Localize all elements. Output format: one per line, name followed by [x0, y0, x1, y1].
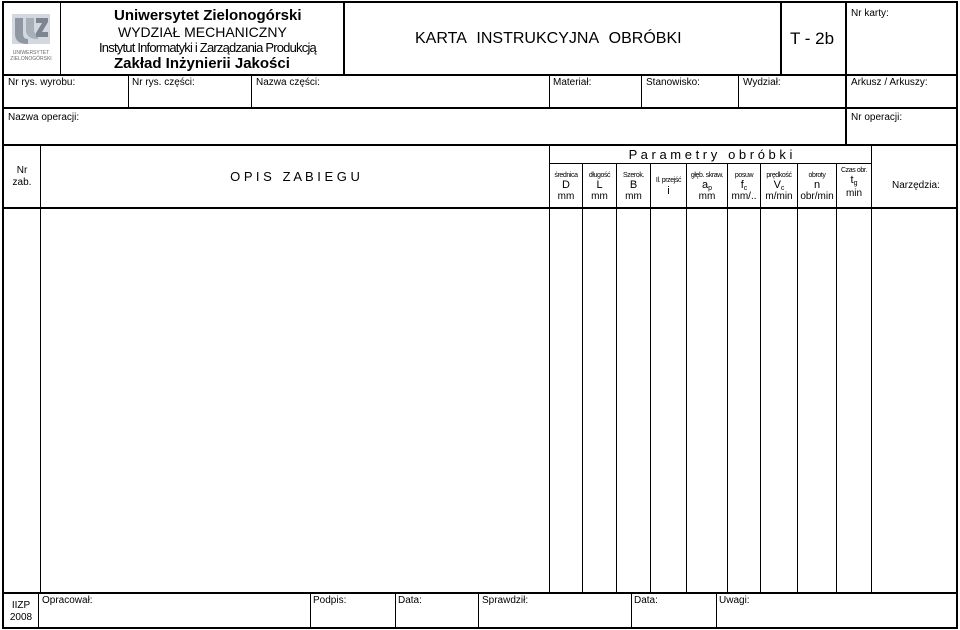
date-2-label: Data:: [634, 595, 658, 606]
param-width-symbol: B: [629, 179, 638, 191]
description-column[interactable]: [41, 209, 549, 592]
card-title: KARTA INSTRUKCYJNA OBRÓBKI: [415, 30, 682, 47]
param-feed-name: posuw: [734, 172, 754, 179]
card-code: T - 2b: [790, 29, 835, 48]
r2-div-3: [549, 74, 550, 108]
sheets-label: Arkusz / Arkuszy:: [851, 77, 928, 88]
logo-line-2: ZIELONOGÓRSKI: [10, 56, 52, 62]
param-passes-name: Il. przejść: [655, 177, 682, 184]
params-title: P a r a m e t r y o b r ó b k i: [628, 147, 793, 162]
footer-org: IIZP: [11, 600, 31, 611]
param-speed-name: prędkość: [766, 172, 792, 179]
param-depth-symbol: [687, 180, 727, 191]
hdr-div-code: [845, 1, 847, 75]
param-feed-symbol-main: f: [740, 179, 744, 191]
checked-by-label: Sprawdził:: [482, 595, 529, 606]
param-speed-symbol-sub: c: [780, 185, 785, 192]
drawing-no-product-label: Nr rys. wyrobu:: [8, 77, 76, 88]
param-passes-symbol: i: [667, 185, 670, 197]
tools-label: Narzędzia:: [892, 180, 940, 191]
param-rpm-symbol: n: [813, 179, 821, 191]
hdr-div-logo: [60, 1, 61, 75]
param-rpm-unit: obr/min: [800, 191, 834, 202]
param-diameter-unit: mm: [557, 191, 575, 202]
rule-1: [2, 74, 958, 76]
card-number-label: Nr karty:: [851, 8, 889, 19]
param-speed-symbol: [761, 180, 797, 191]
hdr-div-uni: [343, 1, 345, 75]
params-area[interactable]: [550, 209, 871, 592]
department-name: Zakład Inżynierii Jakości: [114, 55, 290, 72]
border-bottom: [2, 627, 958, 629]
param-width-name: Szerok.: [623, 172, 644, 179]
hdr-div-title: [780, 1, 782, 75]
param-depth-name: głęb. skraw.: [690, 172, 724, 179]
part-name-label: Nazwa części:: [256, 77, 320, 88]
param-rpm-name: obroty: [808, 172, 826, 179]
param-time-unit: min: [845, 188, 863, 199]
university-name: Uniwersytet Zielonogórski: [114, 7, 302, 24]
department-label: Wydział:: [743, 77, 781, 88]
param-diameter-symbol: D: [562, 179, 570, 191]
r2-div-4: [641, 74, 642, 108]
step-no-label-2: zab.: [12, 177, 32, 188]
rule-2: [2, 107, 958, 109]
r2-div-6: [845, 74, 847, 108]
ft-div-6: [716, 592, 717, 628]
university-emblem-icon: [6, 10, 56, 50]
ft-div-4: [478, 592, 479, 628]
border-right: [956, 1, 958, 629]
ft-div-1: [38, 592, 39, 628]
drawing-no-part-label: Nr rys. części:: [132, 77, 195, 88]
param-speed-symbol-main: V: [773, 179, 781, 191]
tools-column[interactable]: [872, 209, 956, 592]
param-depth-unit: mm: [698, 191, 716, 202]
param-feed-symbol: [728, 180, 760, 191]
param-speed-unit: m/min: [765, 191, 793, 202]
university-logo: [6, 10, 56, 62]
operation-name-label: Nazwa operacji:: [8, 112, 80, 123]
param-depth-symbol-main: a: [701, 179, 709, 191]
param-feed-symbol-sub: c: [743, 185, 748, 192]
r2-div-5: [738, 74, 739, 108]
param-width-unit: mm: [625, 191, 642, 202]
r3-div: [845, 107, 847, 145]
param-time-symbol-main: t: [850, 174, 854, 186]
date-1-label: Data:: [398, 595, 422, 606]
rule-params: [549, 163, 871, 164]
param-depth-symbol-sub: p: [708, 185, 713, 192]
material-label: Materiał:: [553, 77, 592, 88]
param-time-name: Czas obr.: [841, 167, 867, 174]
r2-div-2: [251, 74, 252, 108]
r2-div-1: [128, 74, 129, 108]
param-length-unit: mm: [591, 191, 608, 202]
remarks-label: Uwagi:: [719, 595, 750, 606]
step-no-column[interactable]: [4, 209, 40, 592]
step-no-label-1: Nr: [16, 165, 28, 176]
ft-div-2: [310, 592, 311, 628]
param-length-symbol: L: [596, 179, 603, 191]
prepared-by-label: Opracował:: [42, 595, 93, 606]
param-feed-unit: mm/..: [731, 191, 757, 202]
param-time-symbol-sub: g: [853, 180, 858, 187]
footer-year: 2008: [9, 612, 33, 623]
ft-div-3: [395, 592, 396, 628]
border-top: [2, 1, 958, 3]
workstation-label: Stanowisko:: [646, 77, 700, 88]
institute-name: Instytut Informatyki i Zarządzania Produkcją: [99, 40, 316, 55]
signature-label: Podpis:: [313, 595, 347, 606]
faculty-name: WYDZIAŁ MECHANICZNY: [118, 24, 287, 40]
operation-no-label: Nr operacji:: [851, 112, 903, 123]
logo-line-1: UNIWERSYTET: [12, 50, 50, 56]
rule-3: [2, 144, 958, 146]
param-time-symbol: [837, 175, 871, 186]
param-length-name: długość: [588, 172, 611, 179]
param-diameter-name: średnica: [554, 172, 578, 179]
rule-5: [2, 592, 958, 594]
description-header: O P I S Z A B I E G U: [230, 169, 360, 184]
ft-div-5: [631, 592, 632, 628]
